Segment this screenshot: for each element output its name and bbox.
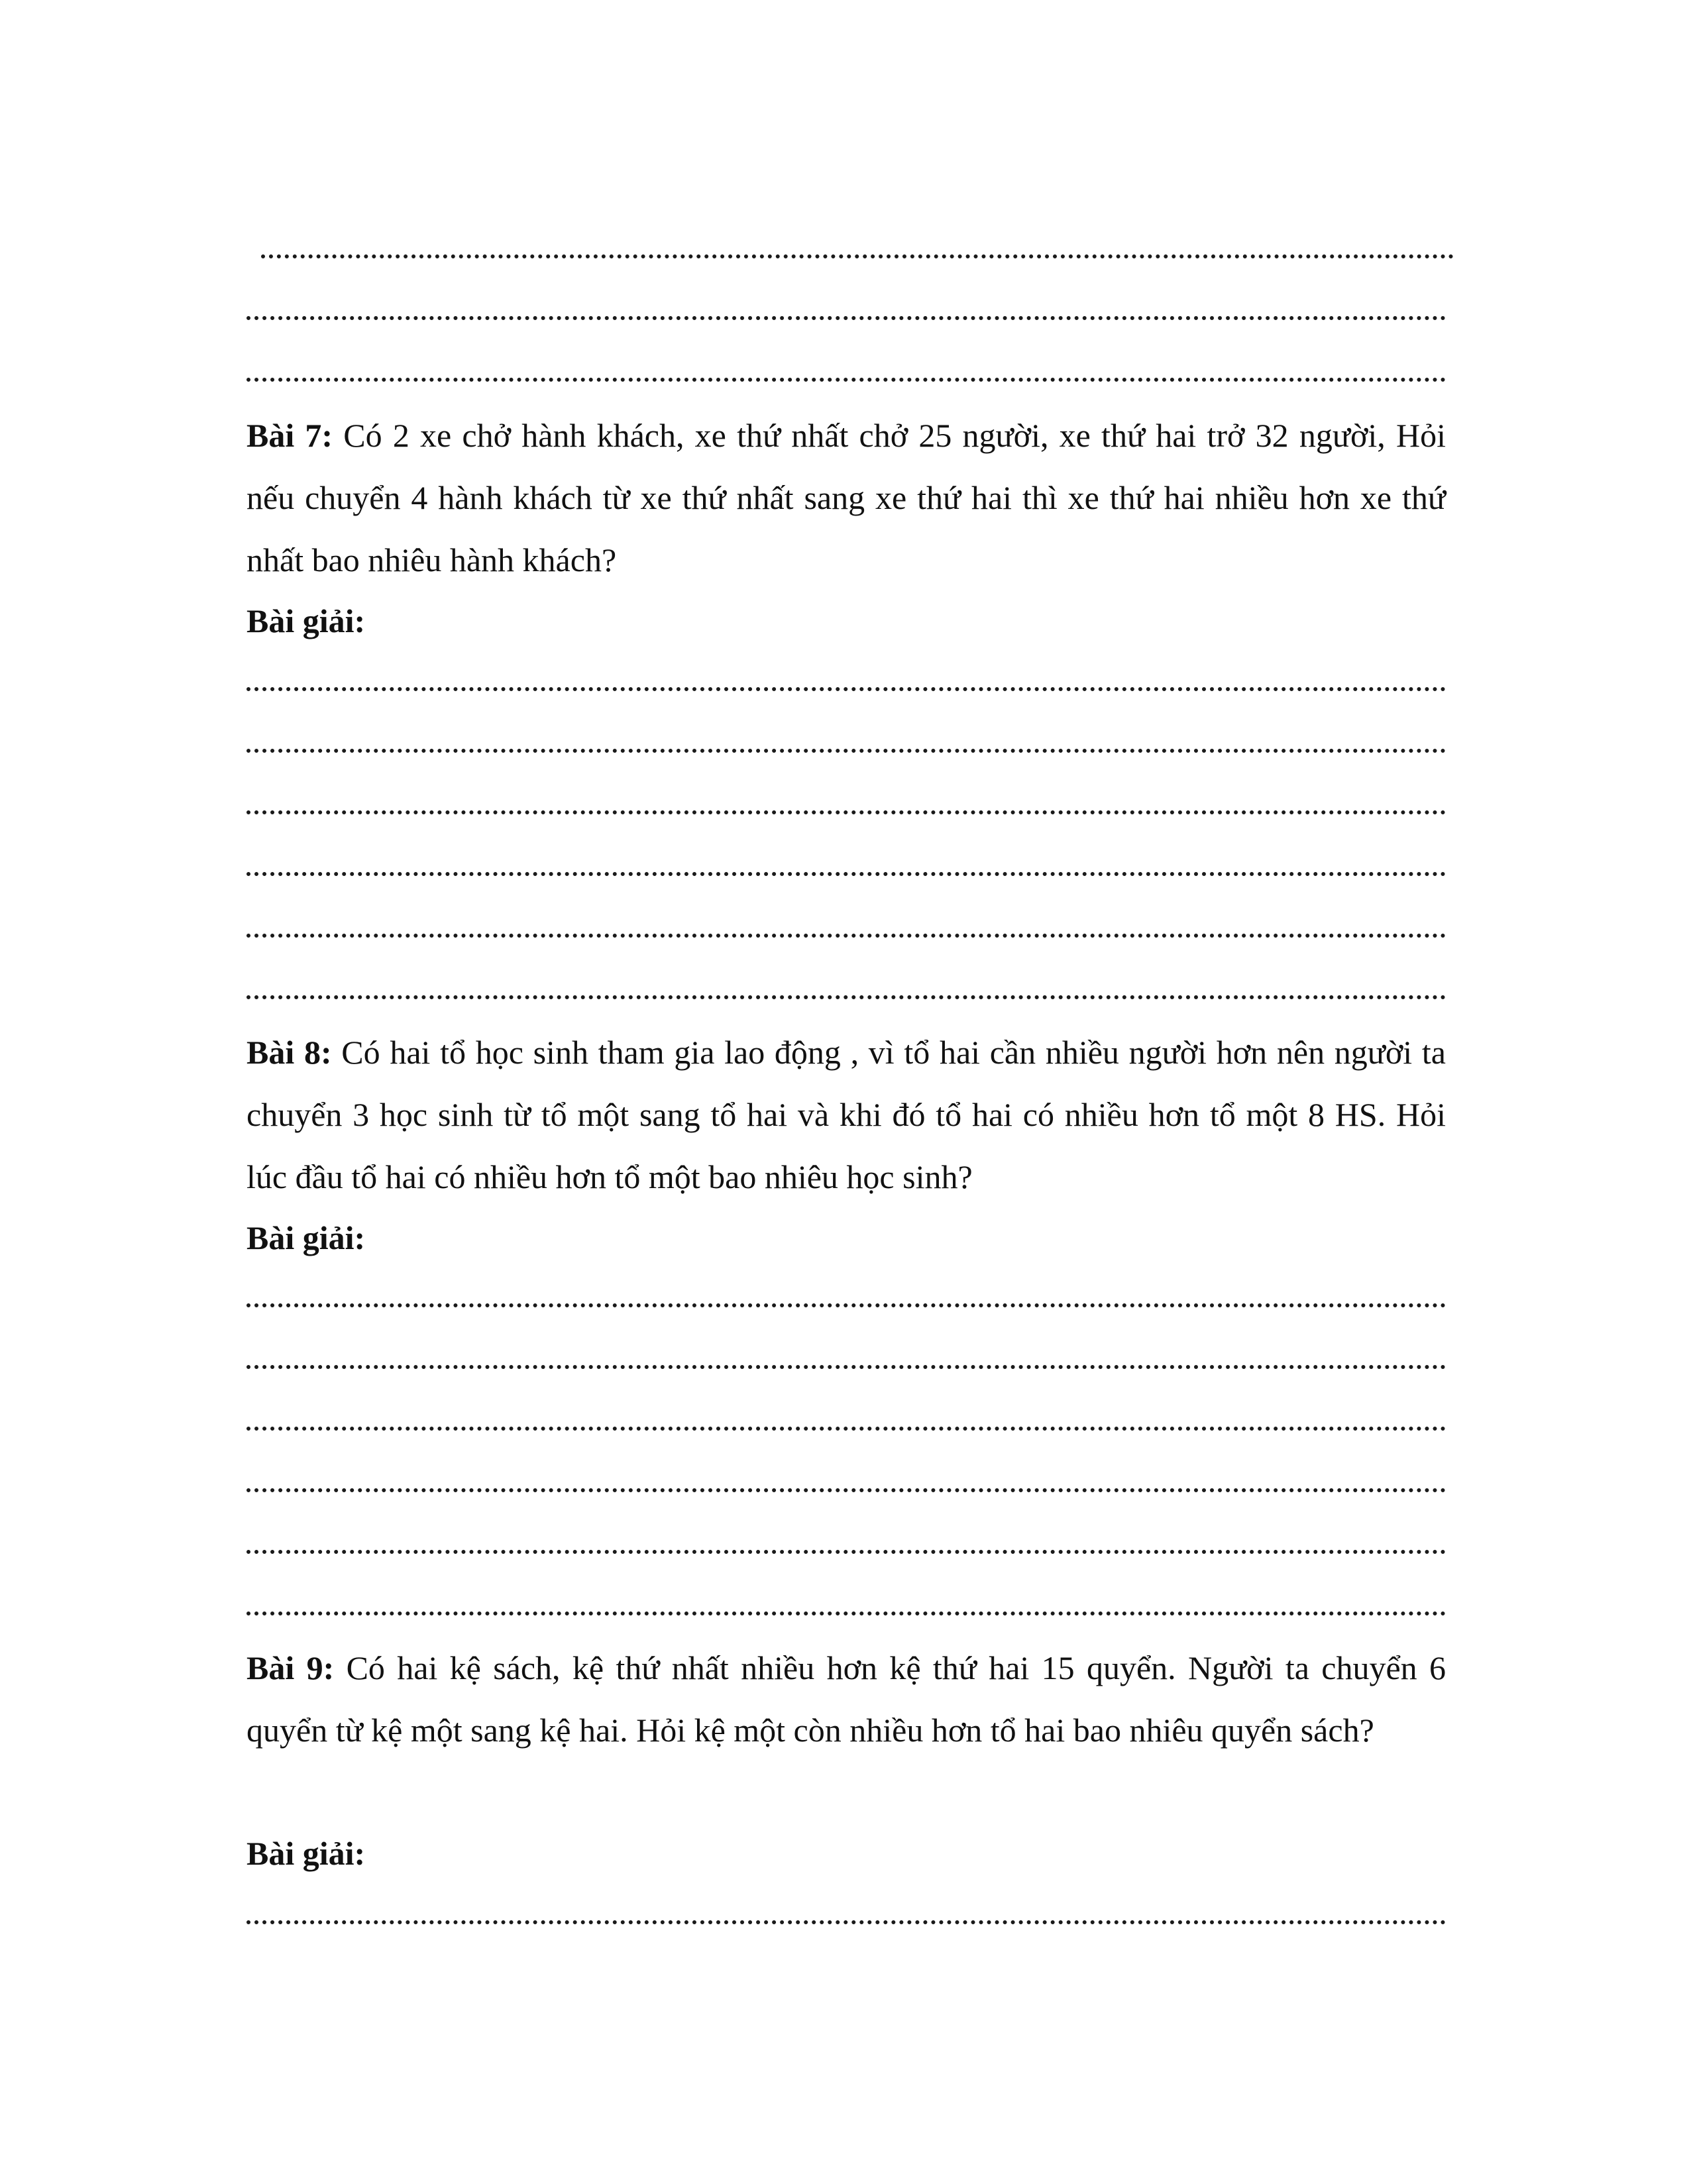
answer-line [246,741,1446,753]
problem-7-solution-label: Bài giải: [246,602,366,639]
problem-9 [246,1637,1446,1761]
answer-line [246,1912,1446,1924]
problem-8 [246,1021,1446,1208]
answer-line [246,1480,1446,1492]
problem-9-label: Bài 9: [246,1649,335,1686]
problem-8-text: Có hai tổ học sinh tham gia lao động , vì tổ hai cần nhiều người hơn nên người ta chuyển 3 học sinh từ tổ một sang tổ hai và khi đó tổ hai có nhiều hơn tổ một 8 HS. Hỏi lúc đầu tổ hai có nhiều hơn tổ một bao nhiêu học sinh? [246,1034,1446,1195]
problem-9-solution-label: Bài giải: [246,1835,366,1872]
answer-line [246,370,1446,382]
answer-line [246,1357,1446,1369]
answer-line [246,1295,1446,1307]
answer-line [246,802,1446,814]
answer-line [246,1419,1446,1431]
answer-line [246,864,1446,876]
problem-7-label: Bài 7: [246,417,333,454]
answer-line [246,308,1446,320]
answer-line [246,1604,1446,1615]
problem-8-solution-label: Bài giải: [246,1219,366,1256]
problem-8-label: Bài 8: [246,1034,332,1071]
problem-7-text: Có 2 xe chở hành khách, xe thứ nhất chở 25 người, xe thứ hai trở 32 người, Hỏi nếu chuyển 4 hành khách từ xe thứ nhất sang xe thứ hai thì xe thứ hai nhiều hơn xe thứ nhất bao nhiêu hành khách? [246,417,1446,578]
answer-line [246,1542,1446,1554]
problem-7 [246,404,1446,591]
answer-line [246,987,1446,999]
problem-9-text: Có hai kệ sách, kệ thứ nhất nhiều hơn kệ thứ hai 15 quyển. Người ta chuyển 6 quyển từ kệ một sang kệ hai. Hỏi kệ một còn nhiều hơn tổ hai bao nhiêu quyển sách? [246,1649,1446,1749]
answer-line [246,926,1446,938]
answer-line [261,246,1454,258]
answer-line [246,679,1446,691]
